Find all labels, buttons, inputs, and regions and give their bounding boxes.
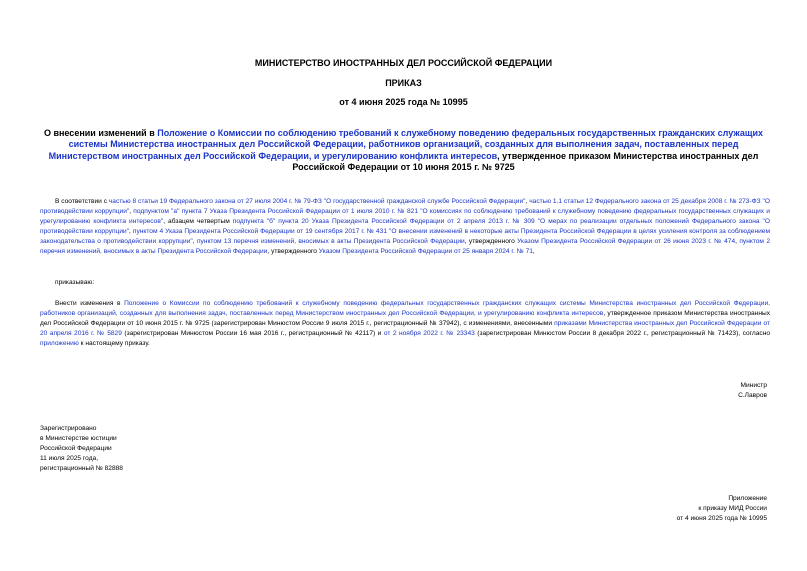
signature-name: С.Лавров <box>738 392 767 399</box>
registration-line: в Министерстве юстиции <box>40 435 117 442</box>
preamble-paragraph <box>40 197 770 257</box>
preamble-link-decree-821[interactable]: подпунктом "а" пункта 7 Указа Президента Российской Федерации от 1 июля 2010 г. № 821 "О комиссиях по соблюдению требований к служебному поведению федеральных государственных служащих и урегулированию конфликта интересов" <box>40 208 770 225</box>
body-link-regulation[interactable]: Положение о Комиссии по соблюдению требований к служебному поведению федеральных государственных гражданских служащих системы Министерства иностранных дел Российской Федерации, работников организаций, созданных для выполнения задач, поставленных перед Министерством иностранных дел Российской Федерации, и урегулированию конфликта интересов <box>40 300 770 317</box>
body-text: к настоящему приказу. <box>78 340 150 347</box>
preamble-text: , утвержденного <box>464 238 518 245</box>
body-text: , утвержденное приказом Министерства иностранных дел Российской Федерации от 10 июня 2015 г. № 9725 (зарегистрирован Минюстом России 9 июля 2015 г., регистрационный № 37942), с изменениями, внесенными <box>40 310 771 327</box>
preamble-link-changes-list-13[interactable]: пунктом 13 перечня изменений, вносимых в акты Президента Российской Федерации <box>196 238 465 245</box>
body-link-appendix[interactable]: приложению <box>40 340 79 347</box>
title-regulation-link[interactable]: Положение о Комиссии по соблюдению требований к служебному поведению федеральных государственных гражданских служащих системы Министерства иностранных дел Российской Федерации, работников организаций, созданных для выполнения задач, поставленных перед Министерством иностранных дел Российской Федерации, и урегулированию конфликта интересов <box>48 128 764 161</box>
preamble-link-decree-474[interactable]: Указом Президента Российской Федерации от 26 июня 2023 г. № 474 <box>517 238 736 245</box>
signature-position: Министр <box>740 382 767 389</box>
appendix-line: к приказу МИД России <box>698 505 767 512</box>
preamble-text: В соответствии с <box>55 198 109 205</box>
registration-line: Зарегистрировано <box>40 425 97 432</box>
title-text-2: , утвержденное приказом Министерства иностранных дел Российской Федерации от 10 июня 2015 г. № 9725 <box>292 150 759 172</box>
preamble-text: , <box>735 238 740 245</box>
order-word: приказываю: <box>55 279 95 286</box>
preamble-link-decree-431[interactable]: пунктом 4 Указа Президента Российской Федерации от 19 сентября 2017 г. № 431 "О внесении изменений в некоторые акты Президента Российской Федерации в целях усиления контроля за соблюдением законодательства о противодействии коррупции" <box>40 228 770 245</box>
doc-type-heading: ПРИКАЗ <box>385 78 422 88</box>
preamble-link-79fz[interactable]: частью 8 статьи 19 Федерального закона от 27 июля 2004 г. № 79-ФЗ "О государственной гражданской службе Российской Федерации" <box>108 198 526 205</box>
preamble-link-decree-309[interactable]: подпункта "б" пункта 20 Указа Президента Российской Федерации от 2 апреля 2013 г. № 309 "О мерах по реализации отдельных положений Федерального закона "О противодействии коррупции" <box>40 218 770 235</box>
body-paragraph <box>40 299 770 349</box>
preamble-text: , <box>525 198 530 205</box>
title-text-1: О внесении изменений в <box>43 128 158 138</box>
preamble-text: , <box>532 248 535 255</box>
preamble-text: , <box>192 238 197 245</box>
preamble-text: , <box>129 208 134 215</box>
appendix-block <box>677 494 767 524</box>
preamble-link-273fz[interactable]: частью 1.1 статьи 12 Федерального закона от 25 декабря 2008 г. № 273-ФЗ "О противодействии коррупции" <box>40 198 770 215</box>
body-text: (зарегистрирован Минюстом России 16 мая 2016 г., регистрационный № 42117) и <box>121 330 384 337</box>
preamble-link-decree-71[interactable]: Указом Президента Российской Федерации от 25 января 2024 г. № 71 <box>318 248 533 255</box>
preamble-text: , абзацем четвертым <box>163 218 233 225</box>
document-title <box>40 128 767 173</box>
appendix-line: Приложение <box>728 495 767 502</box>
doc-date-number: от 4 июня 2025 года № 10995 <box>339 97 468 107</box>
preamble-text: , утвержденного <box>267 248 319 255</box>
body-link-order-23343[interactable]: от 2 ноября 2022 г. № 23343 <box>383 330 475 337</box>
preamble-text: , <box>129 228 133 235</box>
registration-line: Российской Федерации <box>40 445 112 452</box>
preamble-link-changes-list-2[interactable]: пунктом 2 перечня изменений, вносимых в акты Президента Российской Федерации <box>40 238 770 255</box>
body-text: (зарегистрирован Минюстом России 8 декабря 2022 г., регистрационный № 71423), согласно <box>474 330 771 337</box>
ministry-heading: МИНИСТЕРСТВО ИНОСТРАННЫХ ДЕЛ РОССИЙСКОЙ ФЕДЕРАЦИИ <box>254 58 553 68</box>
registration-block <box>40 424 123 474</box>
signature-block <box>738 381 767 401</box>
registration-line: 11 июля 2025 года, <box>40 455 99 462</box>
registration-line: регистрационный № 82888 <box>40 465 123 472</box>
body-link-order-5829[interactable]: приказами Министерства иностранных дел Российской Федерации от 20 апреля 2016 г. № 5829 <box>40 320 770 337</box>
appendix-line: от 4 июня 2025 года № 10995 <box>676 515 767 522</box>
body-text: Внести изменения в <box>55 300 125 307</box>
